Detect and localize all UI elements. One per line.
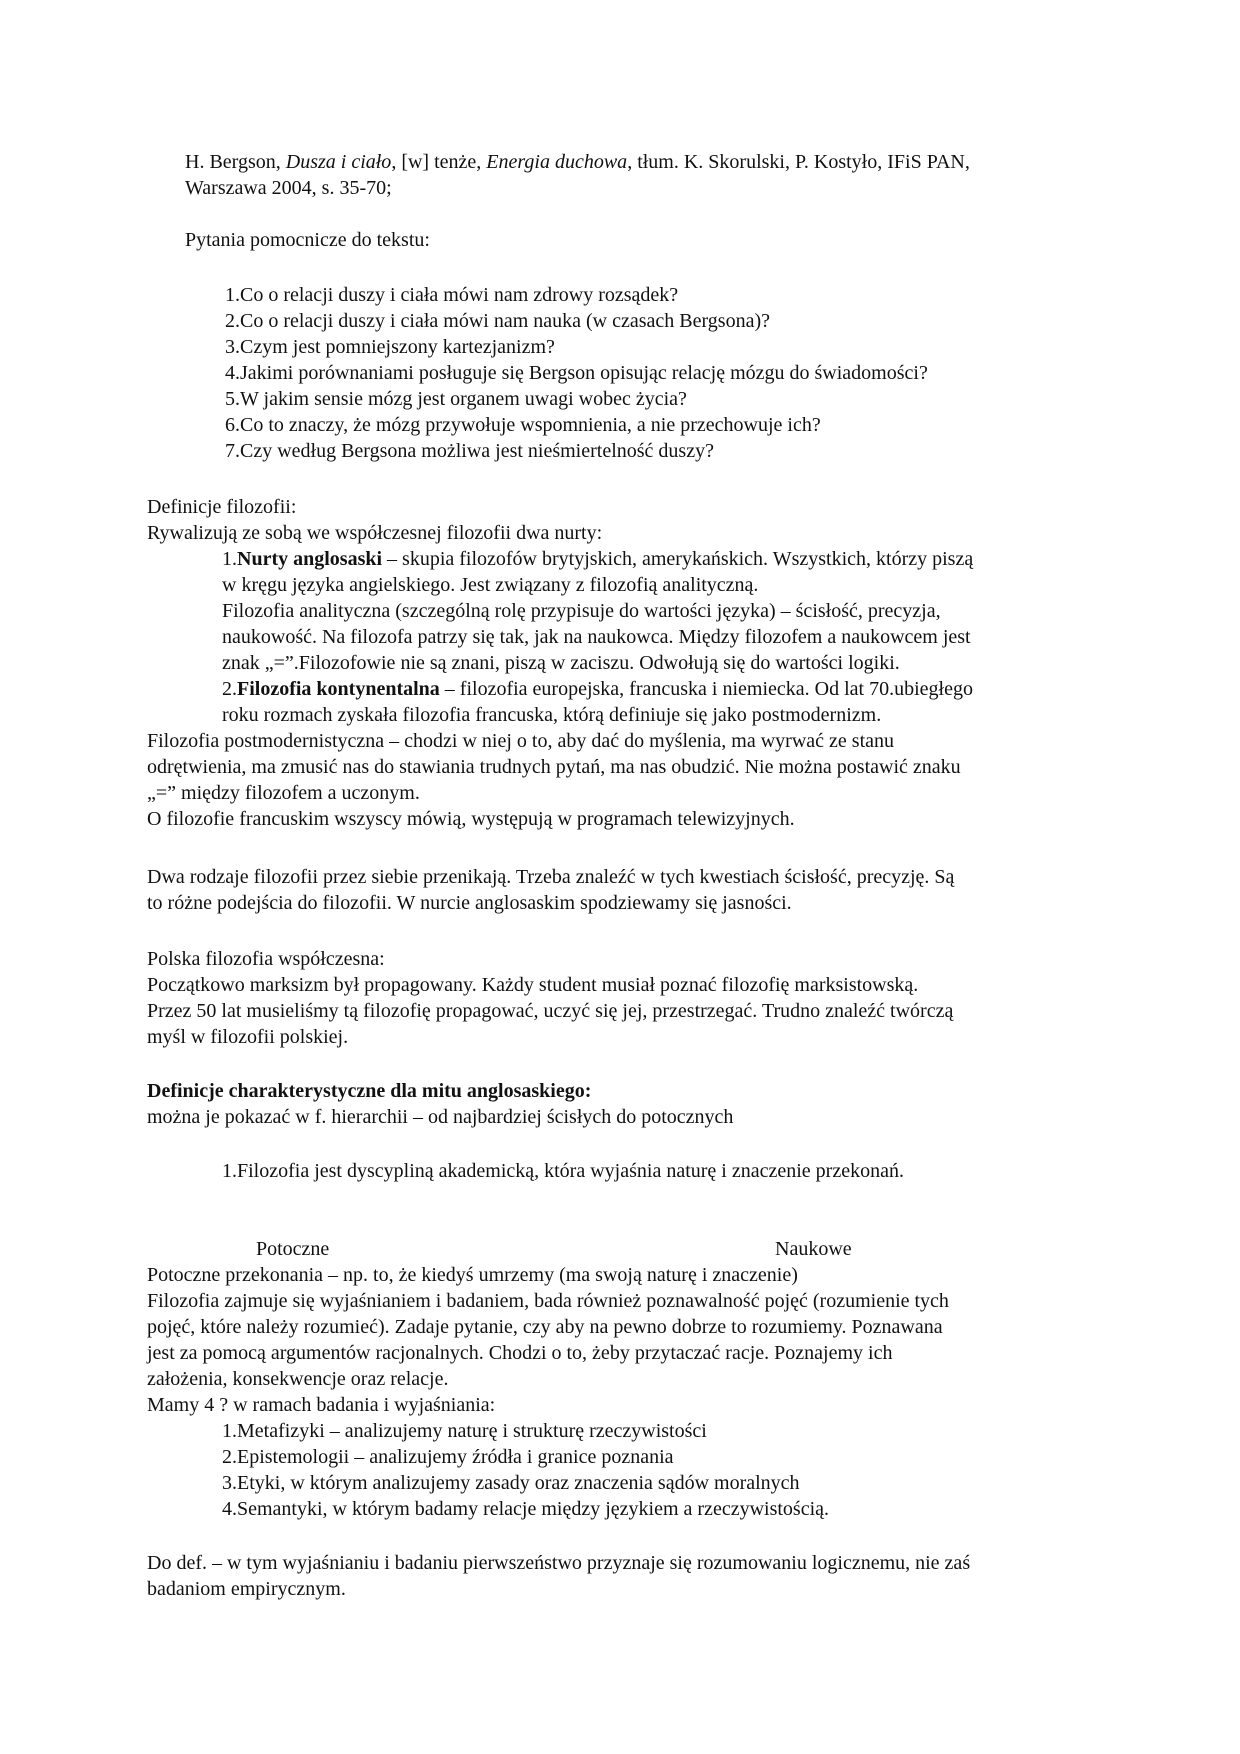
current-1-text: Filozofia analityczna (szczególną rolę przypisuje do wartości języka) – ścisłość, precyzja, xyxy=(222,600,941,622)
polish-heading: Polska filozofia współczesna: xyxy=(147,948,385,970)
question-item xyxy=(225,308,770,334)
branch-number: 1. xyxy=(222,1420,237,1442)
postmodern-text: O filozofie francuskim wszyscy mówią, występują w programach telewizyjnych. xyxy=(147,808,795,830)
branch-item xyxy=(222,1496,829,1522)
question-number: 2. xyxy=(225,310,240,332)
current-1-desc: – skupia filozofów brytyjskich, amerykańskich. Wszystkich, którzy piszą xyxy=(382,548,974,570)
anglo-paragraph: pojęć, które należy rozumieć). Zadaje pytanie, czy aby na pewno dobrze to rozumiemy. Poznawana xyxy=(147,1316,943,1338)
polish-text: Przez 50 lat musieliśmy tą filozofię propagować, uczyć się jej, przestrzegać. Trudno znaleźć twórczą xyxy=(147,1000,954,1022)
anglo-paragraph: Filozofia zajmuje się wyjaśnianiem i badaniem, bada również poznawalność pojęć (rozumienie tych xyxy=(147,1290,949,1312)
branch-text: Semantyki, w którym badamy relacje między językiem a rzeczywistością. xyxy=(237,1498,830,1520)
anglo-definition-1 xyxy=(222,1158,904,1184)
anglo-paragraph: Potoczne przekonania – np. to, że kiedyś umrzemy (ma swoją naturę i znaczenie) xyxy=(147,1264,798,1286)
definitions-heading: Definicje filozofii: xyxy=(147,496,297,518)
branch-text: Metafizyki – analizujemy naturę i strukturę rzeczywistości xyxy=(237,1420,707,1442)
anglo-paragraph: Mamy 4 ? w ramach badania i wyjaśniania: xyxy=(147,1394,496,1416)
question-item xyxy=(225,360,928,386)
anglo-subheading: można je pokazać w f. hierarchii – od najbardziej ścisłych do potocznych xyxy=(147,1106,734,1128)
citation-book: Energia duchowa xyxy=(486,151,628,173)
definition-text: Filozofia jest dyscypliną akademicką, która wyjaśnia naturę i znaczenie przekonań. xyxy=(237,1160,904,1182)
citation-title: Dusza i ciało xyxy=(285,151,392,173)
two-kinds-text: to różne podejścia do filozofii. W nurcie anglosaskim spodziewamy się jasności. xyxy=(147,892,792,914)
anglo-paragraph: jest za pomocą argumentów racjonalnych. Chodzi o to, żeby przytaczać racje. Poznajemy ich xyxy=(147,1342,893,1364)
column-label-right: Naukowe xyxy=(775,1238,852,1260)
closing-text: Do def. – w tym wyjaśnianiu i badaniu pierwszeństwo przyznaje się rozumowaniu logicznemu, nie zaś xyxy=(147,1552,971,1574)
question-number: 3. xyxy=(225,336,240,358)
question-text: Czy według Bergsona możliwa jest nieśmiertelność duszy? xyxy=(240,440,714,462)
current-number: 1. xyxy=(222,548,237,570)
citation-author: H. Bergson, xyxy=(185,151,286,173)
current-2-text: roku rozmach zyskała filozofia francuska, którą definiuje się jako postmodernizm. xyxy=(222,704,882,726)
current-1-title: Nurty anglosaski xyxy=(237,548,383,570)
definitions-intro: Rywalizują ze sobą we współczesnej filozofii dwa nurty: xyxy=(147,522,603,544)
column-label-left: Potoczne xyxy=(256,1238,330,1260)
question-item xyxy=(225,334,555,360)
branch-item xyxy=(222,1444,674,1470)
current-1-line xyxy=(222,546,973,572)
postmodern-text: Filozofia postmodernistyczna – chodzi w niej o to, aby dać do myślenia, ma wyrwać ze stanu xyxy=(147,730,895,752)
citation-sep: , [w] tenże, xyxy=(391,151,487,173)
citation-line-2: Warszawa 2004, s. 35-70; xyxy=(185,177,392,199)
citation-line-1 xyxy=(185,149,970,175)
question-text: Czym jest pomniejszony kartezjanizm? xyxy=(240,336,555,358)
anglo-paragraph: założenia, konsekwencje oraz relacje. xyxy=(147,1368,449,1390)
questions-heading: Pytania pomocnicze do tekstu: xyxy=(185,229,430,251)
current-2-desc: – filozofia europejska, francuska i niemiecka. Od lat 70.ubiegłego xyxy=(439,678,973,700)
polish-text: Początkowo marksizm był propagowany. Każdy student musiał poznać filozofię marksistowską. xyxy=(147,974,919,996)
question-item xyxy=(225,438,714,464)
branch-number: 4. xyxy=(222,1498,237,1520)
definition-number: 1. xyxy=(222,1160,237,1182)
question-number: 6. xyxy=(225,414,240,436)
question-text: Co to znaczy, że mózg przywołuje wspomnienia, a nie przechowuje ich? xyxy=(240,414,821,436)
question-number: 1. xyxy=(225,284,240,306)
current-2-title: Filozofia kontynentalna xyxy=(237,678,440,700)
postmodern-text: „=” między filozofem a uczonym. xyxy=(147,782,420,804)
two-kinds-text: Dwa rodzaje filozofii przez siebie przenikają. Trzeba znaleźć w tych kwestiach ścisłość, precyzję. Są xyxy=(147,866,955,888)
current-1-text: naukowość. Na filozofa patrzy się tak, jak na naukowca. Między filozofem a naukowcem jest xyxy=(222,626,971,648)
question-number: 5. xyxy=(225,388,240,410)
question-item xyxy=(225,282,678,308)
citation-rest: , tłum. K. Skorulski, P. Kostyło, IFiS PAN, xyxy=(627,151,970,173)
question-number: 7. xyxy=(225,440,240,462)
question-text: W jakim sensie mózg jest organem uwagi wobec życia? xyxy=(240,388,687,410)
current-1-text: znak „=”.Filozofowie nie są znani, piszą w zaciszu. Odwołują się do wartości logiki. xyxy=(222,652,900,674)
branch-text: Epistemologii – analizujemy źródła i granice poznania xyxy=(237,1446,674,1468)
current-1-text: w kręgu języka angielskiego. Jest związany z filozofią analityczną. xyxy=(222,574,759,596)
question-text: Co o relacji duszy i ciała mówi nam zdrowy rozsądek? xyxy=(240,284,679,306)
question-text: Jakimi porównaniami posługuje się Bergson opisując relację mózgu do świadomości? xyxy=(240,362,928,384)
question-number: 4. xyxy=(225,362,240,384)
anglo-heading: Definicje charakterystyczne dla mitu anglosaskiego: xyxy=(147,1080,592,1102)
current-number: 2. xyxy=(222,678,237,700)
branch-number: 2. xyxy=(222,1446,237,1468)
closing-text: badaniom empirycznym. xyxy=(147,1578,346,1600)
current-2-line xyxy=(222,676,973,702)
branch-number: 3. xyxy=(222,1472,237,1494)
postmodern-text: odrętwienia, ma zmusić nas do stawiania trudnych pytań, ma nas obudzić. Nie można postawić znaku xyxy=(147,756,961,778)
branch-item xyxy=(222,1470,800,1496)
question-item xyxy=(225,412,821,438)
polish-text: myśl w filozofii polskiej. xyxy=(147,1026,349,1048)
question-text: Co o relacji duszy i ciała mówi nam nauka (w czasach Bergsona)? xyxy=(240,310,770,332)
branch-item xyxy=(222,1418,707,1444)
branch-text: Etyki, w którym analizujemy zasady oraz znaczenia sądów moralnych xyxy=(237,1472,800,1494)
question-item xyxy=(225,386,687,412)
